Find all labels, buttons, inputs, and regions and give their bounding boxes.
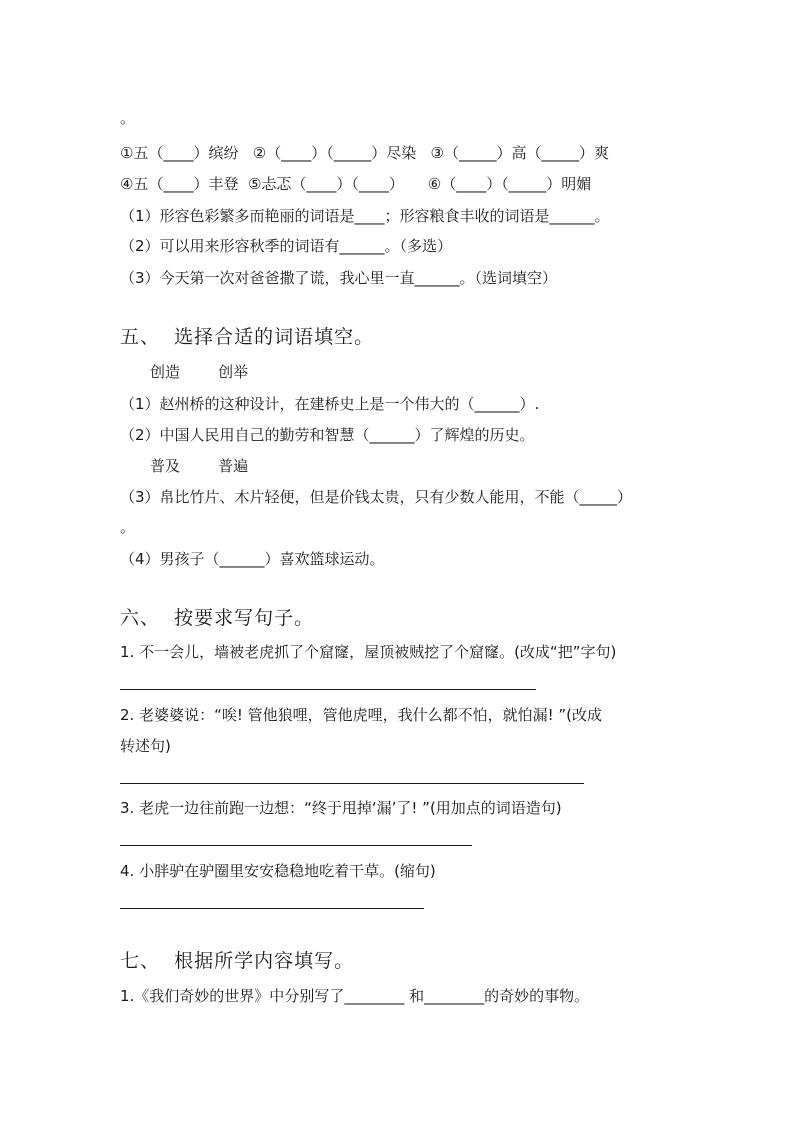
question-item: （3）今天第一次对爸爸撒了谎，我心里一直______。（选词填空）: [120, 269, 558, 287]
idiom-row-2: ④五（____）丰登 ⑤忐忑（____）（____） ⑥（____）（_____）明媚: [120, 175, 592, 193]
section-heading: 六、 按要求写句子。: [120, 607, 315, 629]
word-choice-group: 创造 创举: [150, 363, 249, 381]
question-item: 3. 老虎一边往前跑一边想：“终于甩掉‘漏’了! ”(用加点的词语造句): [120, 799, 562, 817]
top-fragment: 。: [120, 109, 136, 127]
question-item: （2）可以用来形容秋季的词语有______。（多选）: [120, 237, 453, 255]
question-continuation: 。: [120, 518, 136, 536]
question-item: 2. 老婆婆说：“唉! 管他狼哩，管他虎哩，我什么都不怕，就怕漏! ”(改成: [120, 706, 603, 724]
question-item: （1）赵州桥的这种设计，在建桥史上是一个伟大的（______）.: [120, 395, 540, 413]
answer-line[interactable]: [120, 908, 424, 909]
question-continuation: 转述句): [120, 737, 171, 755]
answer-line[interactable]: [120, 845, 472, 846]
answer-line[interactable]: [120, 689, 536, 690]
question-item: 1.《我们奇妙的世界》中分别写了________ 和________的奇妙的事物。: [120, 987, 590, 1005]
question-item: （3）帛比竹片、木片轻便，但是价钱太贵，只有少数人能用，不能（_____）: [120, 488, 633, 506]
section-heading: 七、 根据所学内容填写。: [120, 950, 355, 972]
idiom-row-1: ①五（____）缤纷 ②（____）（_____）尽染 ③（_____）高（_____）爽: [120, 144, 609, 162]
question-item: （2）中国人民用自己的勤劳和智慧（______）了辉煌的历史。: [120, 426, 535, 444]
question-item: 1. 不一会儿，墙被老虎抓了个窟窿，屋顶被贼挖了个窟窿。(改成“把”字句): [120, 643, 617, 661]
question-item: （1）形容色彩繁多而艳丽的词语是____；形容粮食丰收的词语是______。: [120, 207, 610, 225]
section-heading: 五、 选择合适的词语填空。: [120, 326, 375, 348]
question-item: （4）男孩子（______）喜欢篮球运动。: [120, 550, 385, 568]
word-choice-group: 普及 普遍: [150, 457, 249, 475]
answer-line[interactable]: [120, 783, 584, 784]
question-item: 4. 小胖驴在驴圈里安安稳稳地吃着干草。(缩句): [120, 862, 436, 880]
